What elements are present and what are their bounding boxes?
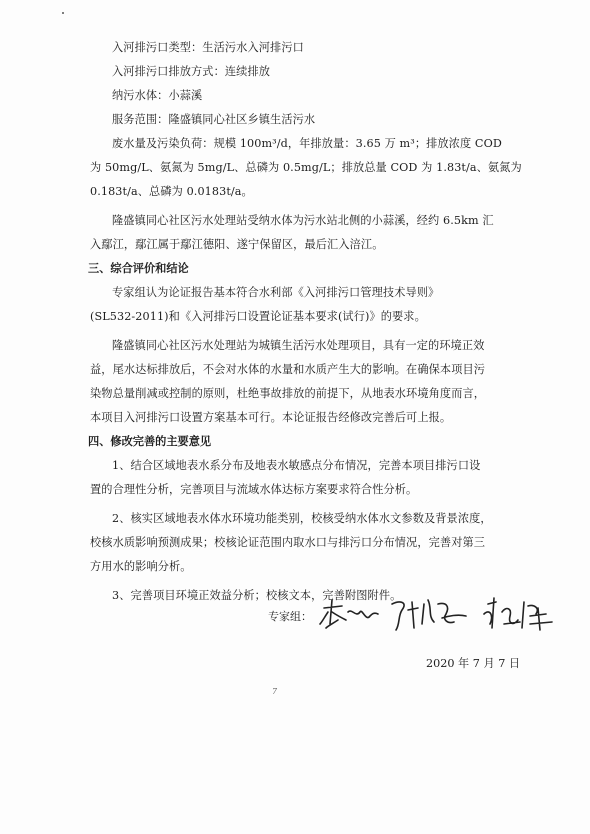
- section-3-p2-line-1: 隆盛镇同心社区污水处理站为城镇生活污水处理项目，具有一定的环境正效: [112, 339, 485, 352]
- river-line-1: 隆盛镇同心社区污水处理站受纳水体为污水站北侧的小蒜溪，经约 6.5km 汇: [112, 214, 494, 227]
- document-date: 2020 年 7 月 7 日: [426, 657, 521, 670]
- signature-2: [388, 594, 468, 634]
- section-4-item-3-line-1: 3、完善项目环境正效益分析；校核文本，完善附图附件。: [112, 589, 402, 602]
- river-line-2: 入鄢江，鄢江属于鄢江德阳、遂宁保留区，最后汇入涪江。: [90, 238, 384, 251]
- expert-group-label: 专家组：: [268, 610, 312, 623]
- section-3-heading: 三、综合评价和结论: [88, 262, 189, 275]
- section-3-p2-line-4: 本项目入河排污口设置方案基本可行。本论证报告经修改完善后可上报。: [90, 411, 452, 424]
- load-line-2: 为 50mg/L、氨氮为 5mg/L、总磷为 0.5mg/L；排放总量 COD 为 1.83t/a、氨氮为: [90, 161, 522, 174]
- section-4-item-1-line-2: 置的合理性分析，完善项目与流域水体达标方案要求符合性分析。: [90, 483, 418, 496]
- receiving-water-line: 纳污水体：小蒜溪: [112, 89, 203, 102]
- scan-speck: [62, 12, 64, 14]
- signature-3: [480, 594, 556, 634]
- section-4-item-2-line-3: 方用水的影响分析。: [90, 560, 192, 573]
- discharge-mode-line: 入河排污口排放方式：连续排放: [112, 65, 271, 78]
- section-3-p2-line-2: 益，尾水达标排放后，不会对水体的水量和水质产生大的影响。在确保本项目污: [90, 363, 486, 376]
- section-4-item-2-line-1: 2、核实区域地表水体水环境功能类别，校核受纳水体水文参数及背景浓度，: [112, 512, 492, 525]
- section-4-item-1-line-1: 1、结合区域地表水系分布及地表水敏感点分布情况，完善本项目排污口设: [112, 459, 481, 472]
- service-area-line: 服务范围：隆盛镇同心社区乡镇生活污水: [112, 113, 316, 126]
- signature-1: [318, 594, 380, 632]
- section-4-heading: 四、修改完善的主要意见: [88, 435, 212, 448]
- load-line-3: 0.183t/a、总磷为 0.0183t/a。: [90, 185, 253, 198]
- load-line-1: 废水量及污染负荷：规模 100m³/d，年排放量：3.65 万 m³；排放浓度 COD: [112, 137, 502, 150]
- page-number: 7: [272, 687, 278, 696]
- section-3-p1-line-1: 专家组认为论证报告基本符合水利部《入河排污口管理技术导则》: [112, 286, 440, 299]
- document-body: [90, 36, 522, 608]
- section-4-item-2-line-2: 校核水质影响预测成果；校核论证范围内取水口与排污口分布情况，完善对第三: [90, 536, 486, 549]
- expert-signature-block: [268, 594, 558, 634]
- section-3-p2-line-3: 染物总量削减或控制的原则，杜绝事故排放的前提下，从地表水环境角度而言，: [90, 387, 486, 400]
- section-3-p1-line-2: (SL532-2011)和《入河排污口设置论证基本要求(试行)》的要求。: [90, 310, 426, 323]
- outlet-type-line: 入河排污口类型：生活污水入河排污口: [112, 41, 304, 54]
